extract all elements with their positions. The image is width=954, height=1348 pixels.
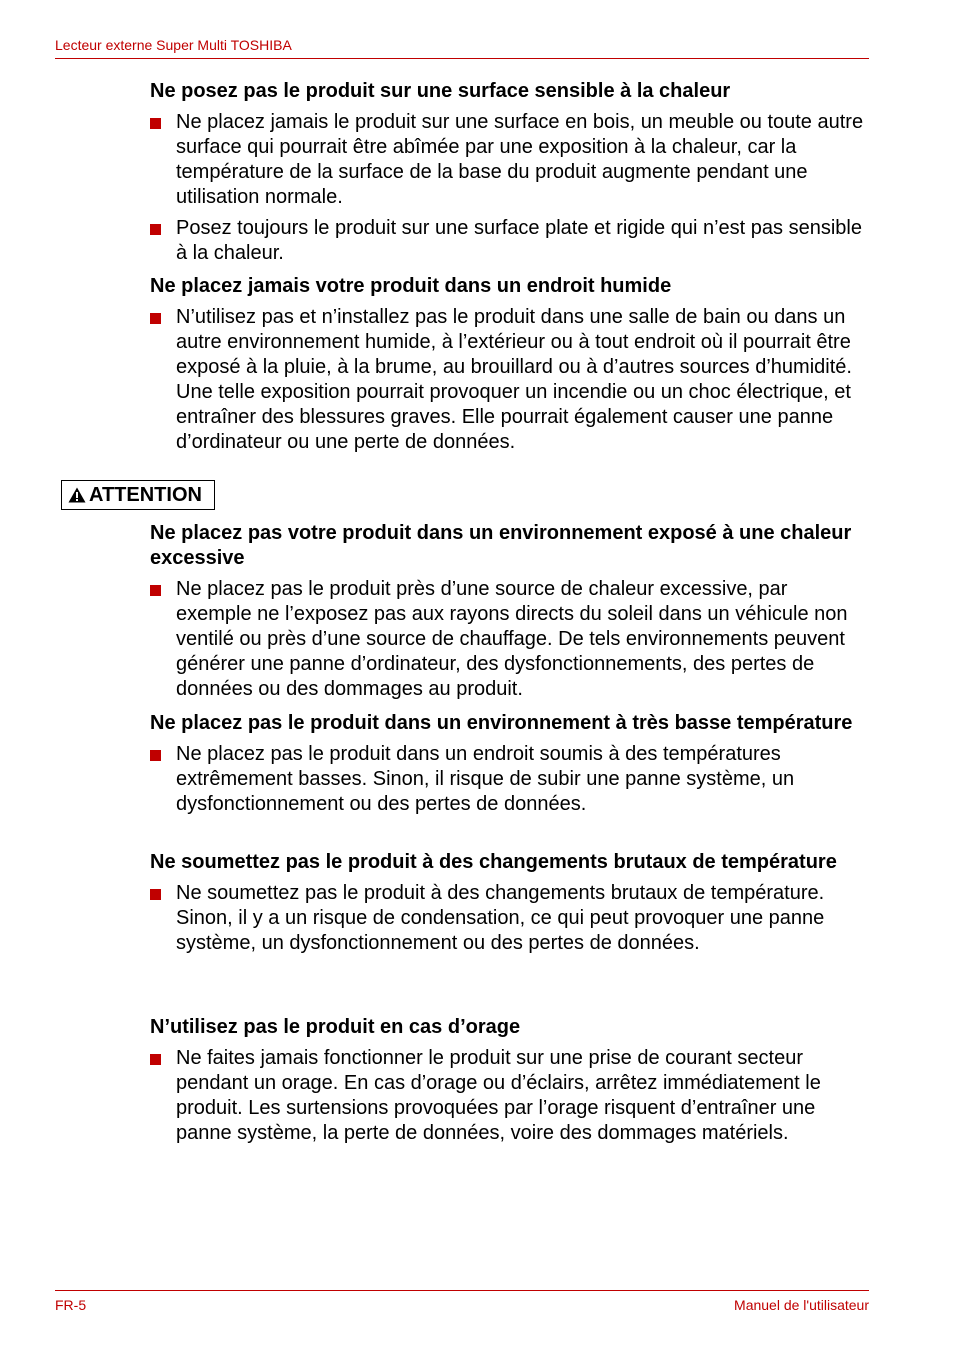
bullet-square-icon bbox=[150, 313, 161, 324]
section-storm bbox=[150, 1015, 868, 1146]
section-heading: Ne placez pas le produit dans un environnement à très basse température bbox=[150, 712, 853, 734]
bullet-square-icon bbox=[150, 889, 161, 900]
section-heading: Ne placez jamais votre produit dans un endroit humide bbox=[150, 275, 672, 297]
running-header: Lecteur externe Super Multi TOSHIBA bbox=[55, 37, 292, 53]
attention-label: ATTENTION bbox=[89, 483, 202, 506]
attention-box bbox=[61, 480, 215, 510]
footer-rule bbox=[55, 1290, 869, 1291]
section-excessive-heat bbox=[150, 521, 868, 702]
list-item bbox=[150, 881, 868, 956]
bullet-square-icon bbox=[150, 750, 161, 761]
list-item bbox=[150, 305, 868, 455]
list-item bbox=[150, 742, 868, 817]
section-heat-surface bbox=[150, 79, 868, 266]
section-low-temperature bbox=[150, 711, 868, 817]
list-item bbox=[150, 110, 868, 210]
bullet-text: Ne faites jamais fonctionner le produit sur une prise de courant secteur pendant un orage. En cas d’orage ou d’éclairs, arrêtez immédiatement le produit. Les surtensions provoquées par l’orage risquent d’entraîner une panne système, la perte de données, voire des dommages matériels. bbox=[176, 1047, 821, 1144]
section-humidity bbox=[150, 274, 868, 455]
bullet-text: Ne placez pas le produit dans un endroit soumis à des températures extrêmement basses. Sinon, il risque de subir une panne système, un dysfonctionnement ou des pertes de données. bbox=[176, 743, 795, 815]
section-heading: Ne placez pas votre produit dans un environnement exposé à une chaleur excessive bbox=[150, 522, 852, 569]
page-number: FR-5 bbox=[55, 1297, 87, 1313]
section-heading: Ne soumettez pas le produit à des changements brutaux de température bbox=[150, 851, 837, 873]
warning-triangle-icon bbox=[68, 487, 86, 503]
section-heading: N’utilisez pas le produit en cas d’orage bbox=[150, 1016, 521, 1038]
header-rule bbox=[55, 58, 869, 59]
bullet-square-icon bbox=[150, 585, 161, 596]
manual-title: Manuel de l'utilisateur bbox=[734, 1297, 869, 1313]
list-item bbox=[150, 216, 868, 266]
bullet-text: Ne placez pas le produit près d’une source de chaleur excessive, par exemple ne l’exposez pas aux rayons directs du soleil dans un véhicule non ventilé ou près d’une source de chauffage. De tels environnements peuvent générer une panne d’ordinateur, des dysfonctionnements, des pertes de données ou des dommages au produit. bbox=[176, 578, 848, 700]
list-item bbox=[150, 577, 868, 702]
section-heading: Ne posez pas le produit sur une surface sensible à la chaleur bbox=[150, 80, 731, 102]
bullet-text: Posez toujours le produit sur une surface plate et rigide qui n’est pas sensible à la chaleur. bbox=[176, 217, 862, 264]
list-item bbox=[150, 1046, 868, 1146]
bullet-text: Ne placez jamais le produit sur une surface en bois, un meuble ou toute autre surface qui pourrait être abîmée par une exposition à la chaleur, car la température de la surface de la base du produit augmente pendant une utilisation normale. bbox=[176, 111, 864, 208]
bullet-square-icon bbox=[150, 118, 161, 129]
bullet-text: Ne soumettez pas le produit à des changements brutaux de température. Sinon, il y a un risque de condensation, ce qui peut provoquer une panne système, un dysfonctionnement ou des pertes de données. bbox=[176, 882, 825, 954]
bullet-text: N’utilisez pas et n’installez pas le produit dans une salle de bain ou dans un autre environnement humide, à l’extérieur ou à tout endroit où il pourrait être exposé à la pluie, à la brume, au brouillard ou à d’autres sources d’humidité. Une telle exposition pourrait provoquer un incendie ou un choc électrique, et entraîner des blessures graves. Elle pourrait également causer une panne d’ordinateur ou une perte de données. bbox=[176, 306, 852, 453]
bullet-square-icon bbox=[150, 224, 161, 235]
bullet-square-icon bbox=[150, 1054, 161, 1065]
section-temperature-changes bbox=[150, 850, 868, 956]
